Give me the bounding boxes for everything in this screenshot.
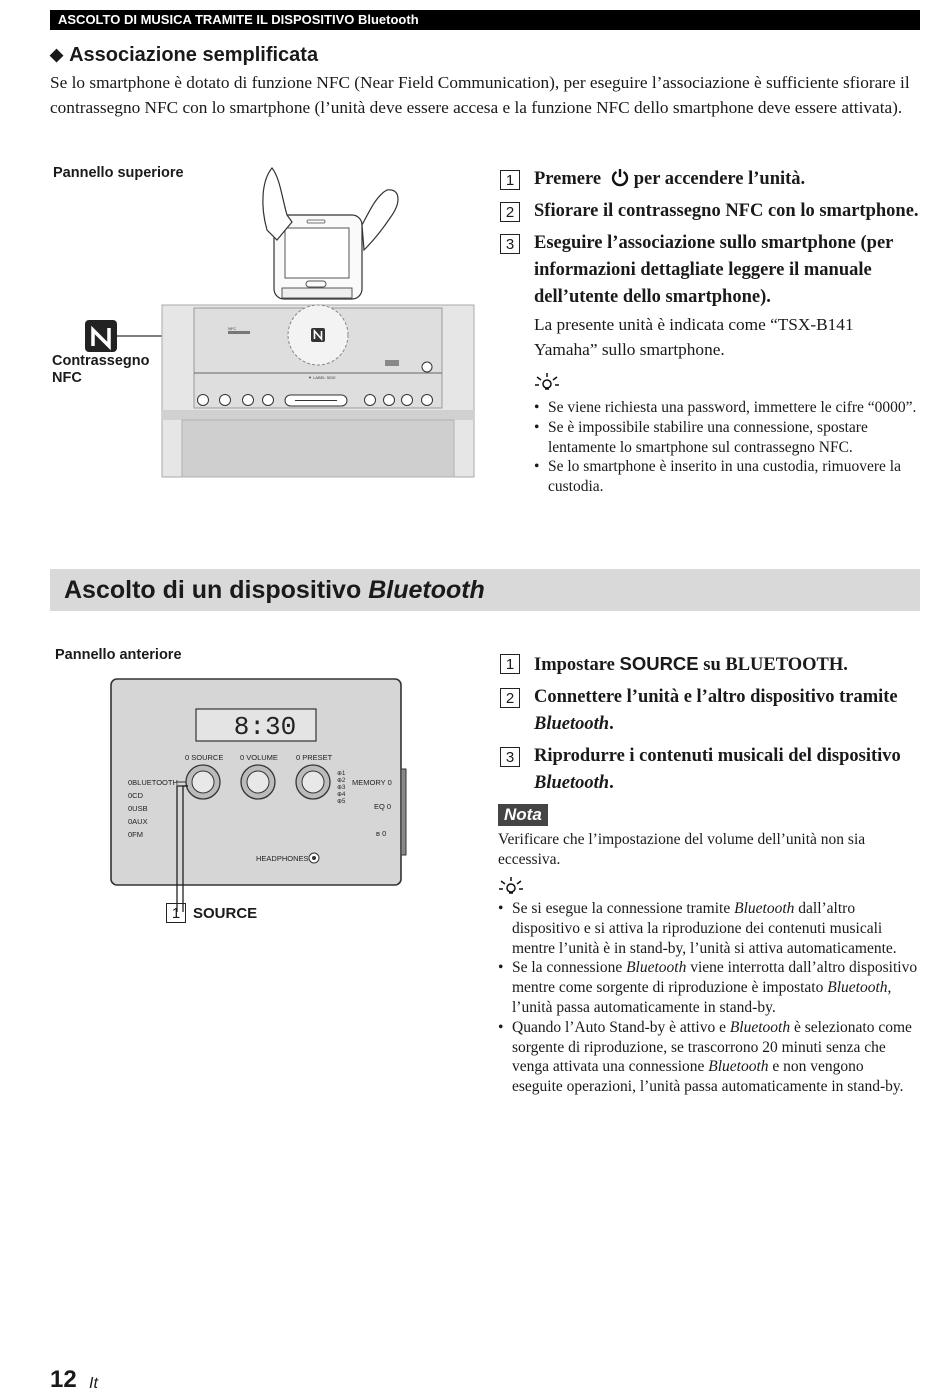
top-panel-illustration [82,160,482,480]
step-number: 1 [500,170,520,190]
bt-step-3-after: . [609,773,614,793]
subsection-title [50,44,318,67]
source-callout [166,903,257,923]
bt-step-3-italic: Bluetooth [534,773,610,793]
nfc-step-3 [500,230,920,362]
nfc-intro-paragraph: Se lo smartphone è dotato di funzione NFC (Near Field Communication), per eseguire l’associazione è sufficiente sfiorare il contrassegno NFC con lo smartphone (l’unità deve essere accesa e la funzione NFC dello smartphone deve essere attivata). [50,73,910,117]
step-number: 1 [500,654,520,674]
diamond-bullet-icon: ◆ [50,45,64,64]
bt-steps [500,650,920,797]
tip-item: • Se la connessione Bluetooth viene interrotta dall’altro dispositivo mentre come sorgente di riproduzione è impostato Bluetooth, l’unità passa automaticamente in stand-by. [498,958,918,1017]
svg-text:⊕3: ⊕3 [337,785,346,791]
bt-step-3 [500,743,920,797]
bt-step-1-keyword: SOURCE [619,653,699,674]
bt-step-1-after: su BLUETOOTH. [703,655,848,675]
source-fm: 0FM [128,830,143,839]
knob-label-preset: 0 PRESET [296,753,333,762]
eq-label: EQ 0 [374,802,392,811]
source-aux: 0AUX [128,817,148,826]
svg-text:⊕5: ⊕5 [337,799,346,805]
source-cd: 0CD [128,791,144,800]
bt-step-2-before: Connettere l’unità e l’altro dispositivo tramite [534,687,898,707]
note-badge: Nota [498,804,548,826]
step-number: 2 [500,688,520,708]
tip-item: • Se è impossibile stabilire una connessione, spostare lentamente lo smartphone sul contrassegno NFC. [534,418,920,458]
lightbulb-icon [534,372,560,392]
step-number: 2 [500,202,520,222]
section-title-italic: Bluetooth [368,576,485,604]
power-icon [610,167,630,187]
chapter-header: ASCOLTO DI MUSICA TRAMITE IL DISPOSITIVO Bluetooth [50,10,920,30]
bt-step-1-before: Impostare [534,655,615,675]
nfc-tips-list [534,398,920,497]
top-panel-label: Pannello superiore [53,165,184,181]
nfc-step-1 [500,166,920,193]
svg-text:▼ LABEL SIDE: ▼ LABEL SIDE [308,375,336,380]
callout-number: 1 [166,903,186,923]
step-2-text: Sfiorare il contrassegno NFC con lo smartphone. [534,201,919,221]
step-1-text-before: Premere [534,169,602,189]
bluetooth-indicator: ʙ 0 [376,829,387,838]
tip-item: • Se si esegue la connessione tramite Bluetooth dall’altro dispositivo e si attiva la riproduzione dei contenuti musicali mentre l’unità è in stand-by, l’unità si attiva automaticamente. [498,899,918,958]
lightbulb-icon [498,876,524,896]
bt-tips-list [498,899,918,1097]
step-1-text-after: per accendere l’unità. [633,169,806,189]
svg-text:⊕4: ⊕4 [337,792,346,798]
step-3-detail: La presente unità è indicata come “TSX-B141 Yamaha” sullo smartphone. [534,315,854,359]
section-title [50,569,920,611]
bt-step-2 [500,684,920,738]
bt-step-2-italic: Bluetooth [534,714,610,734]
bt-step-3-before: Riprodurre i contenuti musicali del dispositivo [534,746,901,766]
nfc-logo-icon [85,320,117,352]
knob-label-source: 0 SOURCE [185,753,224,762]
tip-item: • Se lo smartphone è inserito in una custodia, rimuovere la custodia. [534,457,920,497]
subsection-title-text: Associazione semplificata [69,44,319,66]
source-usb: 0USB [128,804,148,813]
svg-text:⊕2: ⊕2 [337,778,346,784]
svg-text:NFC: NFC [228,326,237,331]
page-number: 12 [50,1366,77,1393]
tip-item: • Quando l’Auto Stand-by è attivo e Bluetooth è selezionato come sorgente di riproduzione, se trascorrono 20 minuti senza che venga attivata una connessione Bluetooth e non vengono eseguite operazioni, l’unità passa automaticamente in stand-by. [498,1018,918,1097]
tip-item: • Se viene richiesta una password, immettere le cifre “0000”. [534,398,920,418]
bt-step-2-after: . [609,714,614,734]
headphones-label: HEADPHONES [256,854,309,863]
nfc-callout-line1: Contrassegno [52,353,150,369]
source-bluetooth: 0BLUETOOTH [128,778,178,787]
display-text: 8:30 [233,712,297,742]
bt-step-1 [500,650,920,679]
nfc-steps [500,166,920,497]
front-panel-illustration [108,676,408,926]
step-3-text: Eseguire l’associazione sullo smartphone (per informazioni dettagliate leggere il manuale dell’utente dello smartphone). [534,233,894,307]
note-text: Verificare che l’impostazione del volume dell’unità non sia eccessiva. [498,831,866,868]
memory-label: MEMORY 0 [352,778,392,787]
step-number: 3 [500,747,520,767]
page-language: It [89,1375,98,1392]
callout-label: SOURCE [193,904,258,922]
step-number: 3 [500,234,520,254]
nfc-callout-line2: NFC [52,370,82,386]
front-panel-label: Pannello anteriore [55,647,182,663]
section-title-plain: Ascolto di un dispositivo [64,576,362,604]
nfc-step-2 [500,198,920,225]
svg-text:⊕1: ⊕1 [337,771,346,777]
knob-label-volume: 0 VOLUME [240,753,278,762]
